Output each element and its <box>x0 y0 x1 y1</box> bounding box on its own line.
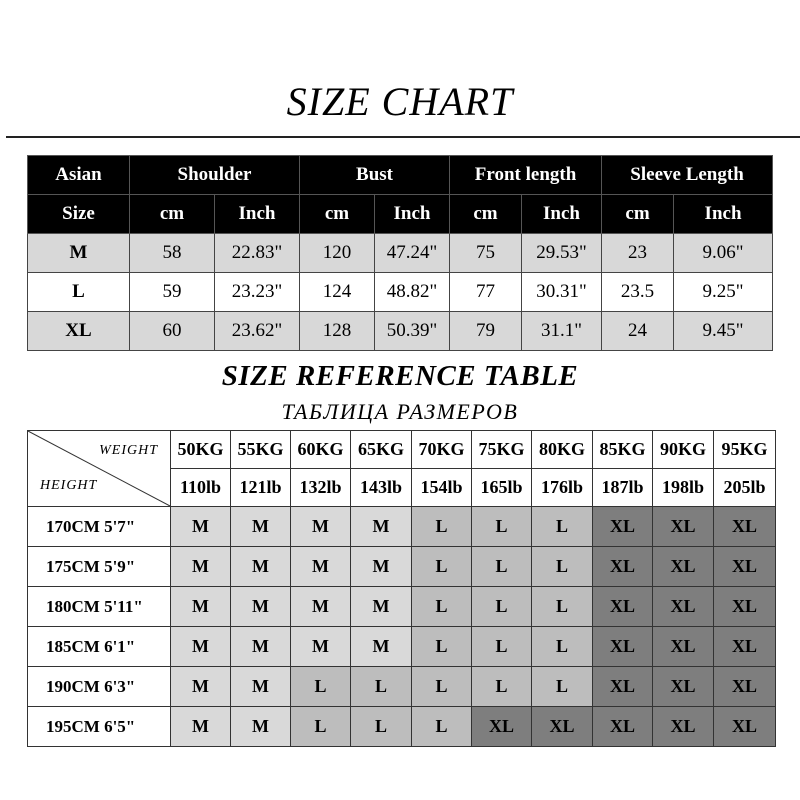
table-cell: 23.23" <box>215 273 300 312</box>
size-cell: L <box>472 547 532 587</box>
weight-lb-header: 110lb <box>171 469 231 507</box>
corner-cell <box>28 431 171 507</box>
weight-lb-header: 187lb <box>593 469 653 507</box>
table-cell: 30.31" <box>522 273 602 312</box>
header-unit: cm <box>130 195 215 234</box>
size-cell: XL <box>532 707 593 747</box>
table-cell: 60 <box>130 312 215 351</box>
size-cell: XL <box>714 667 776 707</box>
weight-kg-header: 75KG <box>472 431 532 469</box>
size-cell: M <box>291 547 351 587</box>
height-label: 195CM 6'5" <box>28 707 171 747</box>
size-cell: XL <box>714 707 776 747</box>
height-label: 170CM 5'7" <box>28 507 171 547</box>
reference-table-title-ru: ТАБЛИЦА РАЗМЕРОВ <box>281 399 519 424</box>
height-label: 190CM 6'3" <box>28 667 171 707</box>
size-cell: M <box>291 627 351 667</box>
header-unit: Inch <box>522 195 602 234</box>
title-divider <box>6 136 800 138</box>
size-chart-table <box>27 155 773 351</box>
header-unit: Inch <box>375 195 450 234</box>
size-cell: L <box>351 667 412 707</box>
size-cell: L <box>532 507 593 547</box>
size-cell: XL <box>593 507 653 547</box>
weight-kg-header: 95KG <box>714 431 776 469</box>
weight-lb-header: 121lb <box>231 469 291 507</box>
weight-kg-header: 80KG <box>532 431 593 469</box>
table-row <box>28 234 773 273</box>
height-label: 175CM 5'9" <box>28 547 171 587</box>
size-cell: XL <box>653 587 714 627</box>
table-cell: 23 <box>602 234 674 273</box>
header-size: Size <box>28 195 130 234</box>
size-cell: L <box>472 587 532 627</box>
size-cell: M <box>231 707 291 747</box>
weight-kg-header: 70KG <box>412 431 472 469</box>
size-reference-table <box>27 430 776 747</box>
size-cell: L <box>472 507 532 547</box>
table-cell: 29.53" <box>522 234 602 273</box>
weight-lb-header: 154lb <box>412 469 472 507</box>
size-cell: L <box>472 627 532 667</box>
size-cell: XL <box>593 667 653 707</box>
size-label: L <box>28 273 130 312</box>
page-title: SIZE CHART <box>286 79 514 124</box>
size-cell: M <box>351 587 412 627</box>
size-cell: M <box>171 707 231 747</box>
weight-kg-header: 90KG <box>653 431 714 469</box>
header-unit: Inch <box>674 195 773 234</box>
header-shoulder: Shoulder <box>130 156 300 195</box>
header-sleeve-length: Sleeve Length <box>602 156 773 195</box>
table-cell: 23.62" <box>215 312 300 351</box>
size-cell: M <box>231 587 291 627</box>
size-cell: XL <box>714 507 776 547</box>
header-unit: cm <box>450 195 522 234</box>
weight-lb-header: 132lb <box>291 469 351 507</box>
weight-kg-row <box>28 431 776 469</box>
table-cell: 124 <box>300 273 375 312</box>
table-cell: 128 <box>300 312 375 351</box>
table-cell: 77 <box>450 273 522 312</box>
height-label: 185CM 6'1" <box>28 627 171 667</box>
table-cell: 120 <box>300 234 375 273</box>
size-cell: XL <box>593 707 653 747</box>
weight-kg-header: 65KG <box>351 431 412 469</box>
reference-table-title: SIZE REFERENCE TABLE <box>221 360 579 392</box>
table-cell: 23.5 <box>602 273 674 312</box>
header-unit: cm <box>300 195 375 234</box>
size-cell: M <box>171 587 231 627</box>
header-front-length: Front length <box>450 156 602 195</box>
weight-lb-header: 176lb <box>532 469 593 507</box>
corner-weight-label: WEIGHT <box>99 443 158 458</box>
size-cell: M <box>171 627 231 667</box>
table-row <box>28 707 776 747</box>
table-cell: 22.83" <box>215 234 300 273</box>
size-cell: XL <box>653 547 714 587</box>
size-cell: M <box>171 547 231 587</box>
size-cell: L <box>532 627 593 667</box>
size-cell: L <box>351 707 412 747</box>
corner-height-label: HEIGHT <box>40 478 98 493</box>
table-cell: 50.39" <box>375 312 450 351</box>
table-cell: 9.45" <box>674 312 773 351</box>
size-cell: L <box>412 707 472 747</box>
size-cell: M <box>231 627 291 667</box>
size-cell: M <box>351 507 412 547</box>
header-unit: Inch <box>215 195 300 234</box>
size-chart-header-row-1 <box>28 156 773 195</box>
table-row <box>28 273 773 312</box>
weight-lb-header: 165lb <box>472 469 532 507</box>
weight-kg-header: 55KG <box>231 431 291 469</box>
size-cell: XL <box>653 667 714 707</box>
table-row <box>28 312 773 351</box>
size-cell: L <box>291 707 351 747</box>
size-cell: L <box>412 507 472 547</box>
size-cell: L <box>472 667 532 707</box>
table-row <box>28 667 776 707</box>
table-cell: 9.25" <box>674 273 773 312</box>
header-unit: cm <box>602 195 674 234</box>
table-row <box>28 587 776 627</box>
size-cell: XL <box>593 547 653 587</box>
size-cell: L <box>291 667 351 707</box>
size-cell: M <box>291 587 351 627</box>
size-cell: XL <box>714 587 776 627</box>
table-row <box>28 507 776 547</box>
table-cell: 79 <box>450 312 522 351</box>
table-row <box>28 627 776 667</box>
size-cell: M <box>351 547 412 587</box>
table-cell: 9.06" <box>674 234 773 273</box>
table-cell: 58 <box>130 234 215 273</box>
weight-kg-header: 60KG <box>291 431 351 469</box>
size-cell: L <box>532 547 593 587</box>
size-chart-header-row-2 <box>28 195 773 234</box>
size-cell: M <box>171 667 231 707</box>
size-cell: M <box>231 547 291 587</box>
weight-lb-header: 198lb <box>653 469 714 507</box>
size-cell: XL <box>714 627 776 667</box>
size-cell: M <box>231 667 291 707</box>
size-cell: L <box>532 587 593 627</box>
size-cell: M <box>291 507 351 547</box>
size-cell: XL <box>653 627 714 667</box>
size-cell: M <box>351 627 412 667</box>
table-cell: 48.82" <box>375 273 450 312</box>
size-cell: XL <box>593 627 653 667</box>
weight-kg-header: 85KG <box>593 431 653 469</box>
size-cell: L <box>412 667 472 707</box>
size-cell: XL <box>653 507 714 547</box>
table-cell: 75 <box>450 234 522 273</box>
size-cell: XL <box>653 707 714 747</box>
size-cell: L <box>412 627 472 667</box>
header-asian: Asian <box>28 156 130 195</box>
table-cell: 24 <box>602 312 674 351</box>
weight-kg-header: 50KG <box>171 431 231 469</box>
table-cell: 47.24" <box>375 234 450 273</box>
size-cell: M <box>231 507 291 547</box>
header-bust: Bust <box>300 156 450 195</box>
size-cell: XL <box>714 547 776 587</box>
height-label: 180CM 5'11" <box>28 587 171 627</box>
table-cell: 31.1" <box>522 312 602 351</box>
size-cell: L <box>532 667 593 707</box>
size-label: M <box>28 234 130 273</box>
weight-lb-header: 143lb <box>351 469 412 507</box>
size-cell: L <box>412 547 472 587</box>
size-cell: XL <box>593 587 653 627</box>
size-cell: XL <box>472 707 532 747</box>
table-row <box>28 547 776 587</box>
size-label: XL <box>28 312 130 351</box>
size-cell: M <box>171 507 231 547</box>
table-cell: 59 <box>130 273 215 312</box>
size-cell: L <box>412 587 472 627</box>
weight-lb-header: 205lb <box>714 469 776 507</box>
